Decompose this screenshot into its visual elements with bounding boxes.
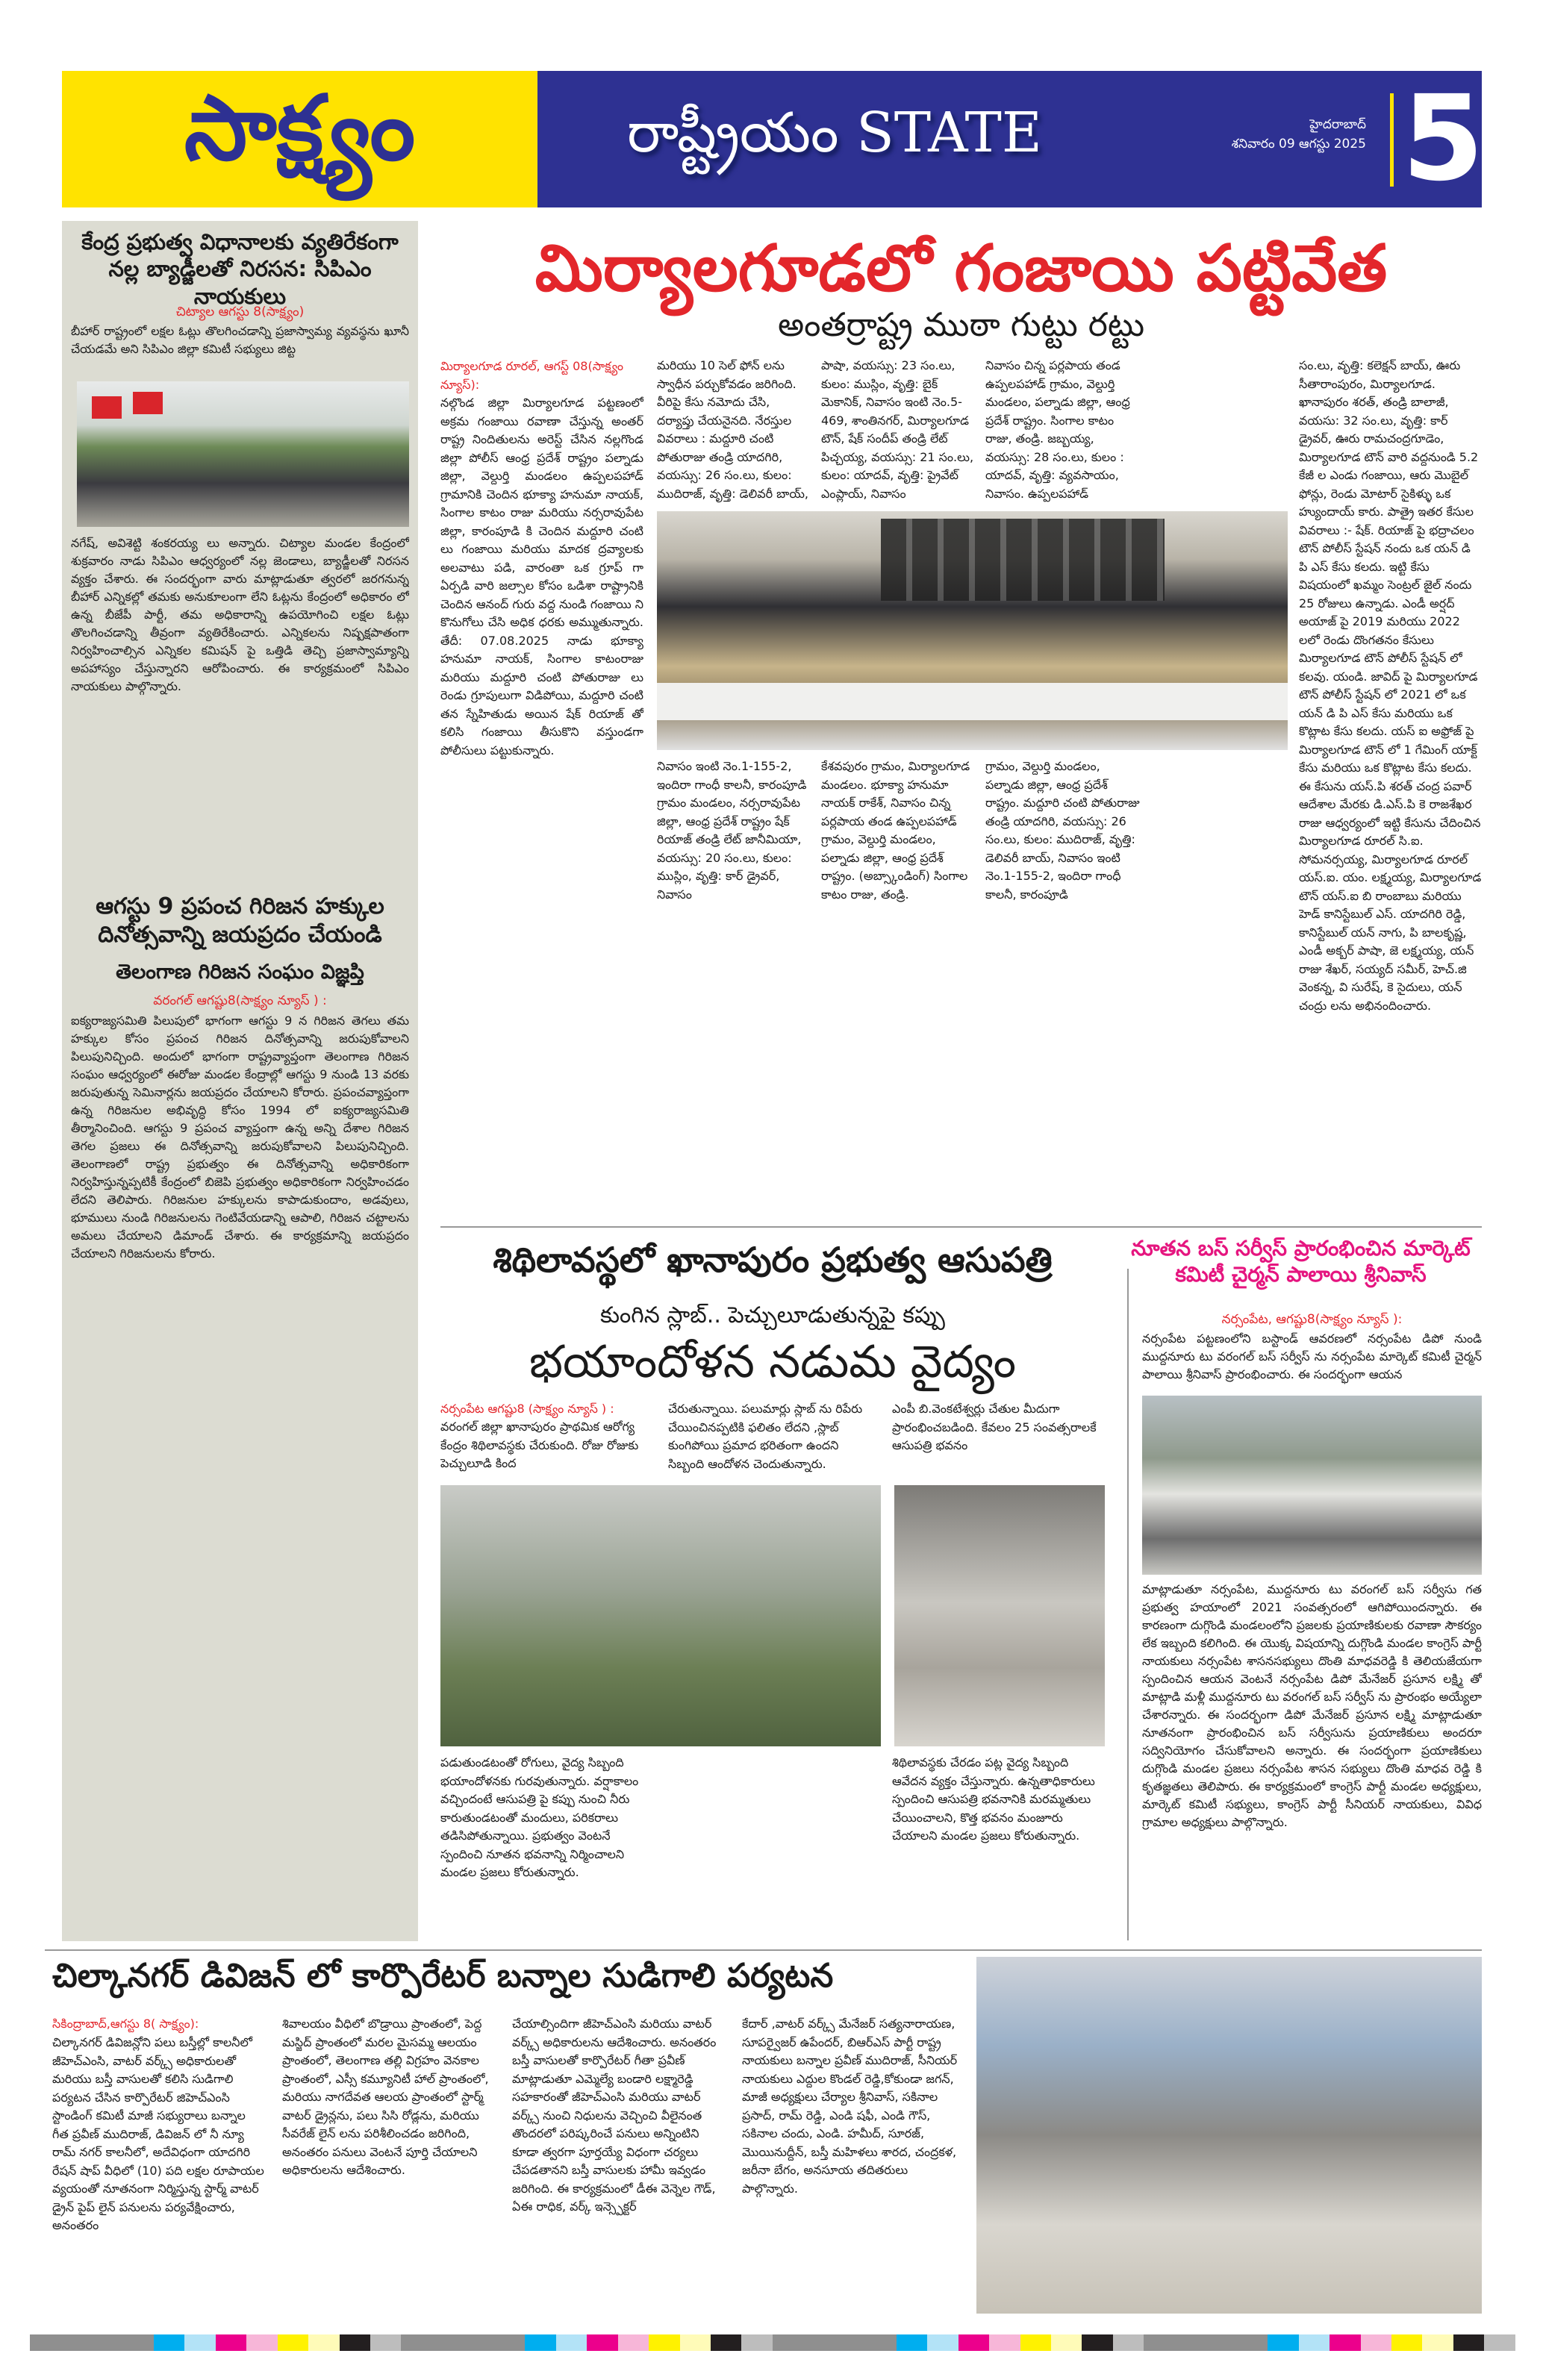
divider xyxy=(1390,93,1394,187)
hospital-column-1: వరంగల్ జిల్లా ఖానాపురం ప్రాథమిక ఆరోగ్య కేంద్రం శిథిలావస్థకు చేరుకుంది. రోజు రోజుకు పెచ్చులూడి కింద xyxy=(440,1419,639,1470)
tribal-day-body: ఐక్యరాజ్యసమితి పిలుపులో భాగంగా ఆగస్టు 9 న గిరిజన తెగలు తమ హక్కుల కోసం ప్రపంచ గిరిజన దినోత్సవాన్ని జరుపుకోవాలని పిలుపునిచ్చింది. అందులో భాగంగా రాష్ట్రవ్యాప్తంగా తెలంగాణ గిరిజన సంఘం ఆధ్వర్యంలో ఈరోజు మండల కేంద్రాల్లో ఆగస్టు 9 నుండి 13 వరకు జరుపుతున్న సెమినార్లను జయప్రదం చేయాలని కోరారు. ప్రపంచవ్యాప్తంగా ఉన్న గిరిజనుల అభివృద్ధి కోసం 1994 లో ఐక్యరాజ్యసమితి తీర్మానించింది. ఆగస్టు 9 ప్రపంచ వ్యాప్తంగా ఉన్న అన్ని దేశాల గిరిజన తెగల ప్రజలు ఈ దినోత్సవాన్ని జరుపుకోవాలని పిలుపునిచ్చింది. తెలంగాణలో రాష్ట్ర ప్రభుత్వం ఈ దినోత్సవాన్ని అధికారికంగా నిర్వహిస్తున్నప్పటికీ కేంద్రంలో బిజెపి ప్రభుత్వం అధికారికంగా నిర్వహించడం లేదని తెలిపారు. గిరిజనుల హక్కులను కాపాడుకుందాం, అడవులు, భూములు నుండి గిరిజనులను గెంటివేయడాన్ని ఆపాలి, గిరిజన చట్టాలను అమలు చేయాలని డిమాండ్ చేశారు. ఈ కార్యక్రమాన్ని జయప్రదం చేయాలని గిరిజనులను కోరారు. xyxy=(71,1013,409,1261)
main-lower-column-3: గ్రామం, వెల్దుర్తి మండలం, పల్నాడు జిల్లా, ఆంధ్ర ప్రదేశ్ రాష్ట్రం. మద్దూరి చంటి పోతురాజు తండ్రి యాదగిరి, వయస్సు: 26 సం.లు, కులం: ముదిరాజ్, వృత్తి: డెలివరీ బాయ్, నివాసం ఇంటి నెం.1-155-2, ఇందిరా గాంధీ కాలనీ, కారంపూడి xyxy=(985,759,1140,902)
color-swatch xyxy=(154,2334,184,2351)
color-swatch xyxy=(1484,2334,1515,2351)
red-flag-icon xyxy=(133,392,163,414)
page-number: 5 xyxy=(1402,70,1484,207)
print-color-bar xyxy=(30,2334,1515,2351)
left-sidebar xyxy=(62,221,418,1941)
cpm-protest-body: నగేష్, అవిశెట్టి శంకరయ్య లు అన్నారు. చిట్యాల మండల కేంద్రంలో శుక్రవారం నాడు సిపిఎం ఆధ్వర్యంలో నల్ల జెండాలు, బ్యాడ్జీలతో నిరసన వ్యక్తం చేశారు. ఈ సందర్భంగా వారు మాట్లాడుతూ త్వరలో జరగనున్న బీహార్ ఎన్నికల్లో తమకు అనుకూలంగా లేని ఓట్లను కేంద్రంలో అధికారం లో ఉన్న బీజేపీ పార్టీ, తమ అధికారాన్ని ఉపయోగించి లక్షల ఓట్లు తొలగించడాన్ని తీవ్రంగా వ్యతిరేకించారు. ఎన్నికలను నిష్పక్షపాతంగా నిర్వహించాల్సిన ఎన్నికల కమిషన్ పై ఒత్తిడి తెచ్చి ప్రజాస్వామ్యాన్ని అపహాస్యం చేస్తున్నారని ఆరోపించారు. ఈ కార్యక్రమంలో సిపిఎం నాయకులు పాల్గొన్నారు. xyxy=(71,536,409,693)
color-swatch xyxy=(216,2334,246,2351)
main-column-1: నల్గొండ జిల్లా మిర్యాలగూడ పట్టణంలో అక్రమ గంజాయి రవాణా చేస్తున్న అంతర్ రాష్ట్ర నిందితులను అరెస్ట్ చేసిన నల్లగొండ జిల్లా పోలీస్ ఆంధ్ర ప్రదేశ్ రాష్ట్రం పల్నాడు జిల్లా, వెల్దుర్తి మండలం ఉప్పలపహాడ్ గ్రామానికి చెందిన భూక్యా హనుమా నాయక్, సింగాల కాటం రాజు మరియు నర్సరావుపేట జిల్లా, కారంపూడి కి చెందిన మద్దూరి చంటి లు గంజాయి మరియు మాదక ద్రవ్యాలకు అలవాటు పడి, వారంతా ఒక గ్రూప్ గా ఏర్పడి వారి జల్సాల కోసం ఒడిశా రాష్ట్రానికి చెందిన ఆనంద్ గురు వద్ద నుండి గంజాయి ని కొనుగోలు చేసి అధిక ధరకు అమ్ముతున్నారు. తేదీ: 07.08.2025 నాడు భూక్యా హనుమా నాయక్, సింగాల కాటంరాజు మరియు మద్దూరి చంటి పోతురాజు లు రెండు గ్రూపులుగా విడిపోయి, మద్దూరి చంటి తన స్నేహితుడు అయిన షేక్ రియాజ్ తో కలిసి గంజాయి తీసుకొని వస్తుండగా పోలీసులు పట్టుకున్నారు. xyxy=(440,396,643,758)
color-swatch xyxy=(370,2334,401,2351)
color-swatch xyxy=(927,2334,958,2351)
color-swatch xyxy=(246,2334,277,2351)
masthead-logo xyxy=(62,71,537,207)
logo-text: సాక్ష్యం xyxy=(184,76,416,181)
color-swatch xyxy=(773,2334,897,2351)
chilkanagar-dateline: సికింద్రాబాద్,ఆగస్టు 8( సాక్ష్యం): xyxy=(52,2017,199,2031)
color-swatch xyxy=(308,2334,339,2351)
color-swatch xyxy=(1299,2334,1330,2351)
damaged-ceiling-photo xyxy=(894,1485,1105,1746)
hospital-column-3: ఎంపీ బి.వెంకటేశ్వర్లు చేతుల మీదుగా ప్రారంభించబడింది. కేవలం 25 సంవత్సరాలకే ఆసుపత్రి భవనం xyxy=(892,1402,1097,1452)
hospital-lower-column-2: శిథిలావస్థకు చేరడం పట్ల వైద్య సిబ్బంది ఆవేదన వ్యక్తం చేస్తున్నారు. ఉన్నతాధికారులు స్పందించి ఆసుపత్రి భవనానికి మరమ్మతులు చేయించాలని, కొత్త భవనం మంజూరు చేయాలని మండల ప్రజలు కోరుతున్నారు. xyxy=(892,1755,1095,1843)
color-swatch xyxy=(340,2334,370,2351)
tribal-day-subhead: తెలంగాణ గిరిజన సంఘం విజ్ఞప్తి xyxy=(116,961,364,984)
hospital-dateline: నర్సంపేట ఆగష్టు8 (సాక్ష్యం న్యూస్ ) : xyxy=(440,1402,614,1416)
color-swatch xyxy=(1330,2334,1360,2351)
column-rule xyxy=(1127,1269,1129,1940)
color-swatch xyxy=(184,2334,215,2351)
color-swatch xyxy=(587,2334,617,2351)
color-swatch xyxy=(741,2334,772,2351)
chilkanagar-headline: చిల్కానగర్ డివిజన్ లో కార్పొరేటర్ బన్నాల సుడిగాలి పర్యటన xyxy=(52,1957,834,1995)
bus-service-lead: నర్సంపేట పట్టణంలోని బస్టాండ్ ఆవరణలో నర్సంపేట డిపో నుండి ముద్దనూరు టు వరంగల్ బస్ సర్వీస్ ను నర్సంపేట మార్కెట్ కమిటీ చైర్మన్ పాలాయి శ్రీనివాస్ ప్రారంభించారు. ఈ సందర్భంగా ఆయన xyxy=(1142,1331,1482,1381)
color-swatch xyxy=(958,2334,989,2351)
color-swatch xyxy=(989,2334,1020,2351)
color-swatch xyxy=(680,2334,711,2351)
cpm-protest-dateline: చిట్యాల ఆగస్టు 8(సాక్ష్యం) xyxy=(175,304,305,319)
tribal-day-dateline: వరంగల్ ఆగష్టు8(సాక్ష్యం న్యూస్ ) : xyxy=(153,993,327,1008)
hospital-headline: శిథిలావస్థలో ఖానాపురం ప్రభుత్వ ఆసుపత్రి xyxy=(493,1240,1053,1280)
hospital-subhead: కుంగిన స్లాబ్.. పెచ్చులూడుతున్నపై కప్పు xyxy=(600,1302,945,1328)
bus-inauguration-photo xyxy=(1142,1396,1482,1575)
main-lower-column-1: నివాసం ఇంటి నెం.1-155-2, ఇందిరా గాంధీ కాలనీ, కారంపూడి గ్రామం మండలం, నర్సరావుపేట జిల్లా, ఆంధ్ర ప్రదేశ్ రాష్ట్రం షేక్ రియాజ్ తండ్రి లేట్ జానీమియా, వయస్సు: 20 సం.లు, కులం: ముస్లిం, వృత్తి: కార్ డ్రైవర్, నివాసం xyxy=(657,759,807,902)
color-swatch xyxy=(1422,2334,1453,2351)
color-swatch xyxy=(1391,2334,1422,2351)
main-dateline: మిర్యాలగూడ రూరల్, ఆగస్ట్ 08(సాక్ష్యం న్యూస్): xyxy=(440,359,623,392)
main-column-4: నివాసం చిన్న పర్లపాయ తండ ఉప్పలపహాడ్ గ్రామం, వెల్దుర్తి మండలం, పల్నాడు జిల్లా, ఆంధ్ర ప్రదేశ్ రాష్ట్రం. సింగాల కాటం రాజు, తండ్రి. జబ్బయ్య, వయస్సు: 28 సం.లు, కులం : యాదవ్, వృత్తి: వ్యవసాయం, నివాసం. ఉప్పలపహాడ్ xyxy=(985,358,1130,501)
red-flag-icon xyxy=(92,396,122,419)
main-headline: మిర్యాలగూడలో గంజాయి పట్టివేత xyxy=(534,231,1388,306)
chilkanagar-column-4: కేదార్ ,వాటర్ వర్క్స్ మేనేజర్ సత్యనారాయణ, సూపర్వైజర్ ఉపేందర్, బిఆర్ఎస్ పార్టీ రాష్ట్ర నాయకులు బన్నాల ప్రవీణ్ ముదిరాజ్, సీనియర్ నాయకులు ఎద్దుల కొండల్ రెడ్డి,కోకుండా జగన్, మాజీ అధ్యక్షులు చేర్యాల శ్రీనివాస్, సకినాల ప్రసాద్, రామ్ రెడ్డి, ఎండి షఫీ, ఎండి గౌస్, సకినాల చందు, ఎండి. హమీద్, సూరజ్, మొయినుద్దీన్, బస్తీ మహిళలు శారద, చంద్రకళ, జరీనా బేగం, అనసూయ తదితరులు పాల్గొన్నారు. xyxy=(742,2017,958,2196)
police-press-meet-photo xyxy=(657,511,1288,750)
section-divider xyxy=(440,1226,1482,1228)
corporator-visit-photo xyxy=(976,1957,1482,2314)
color-swatch xyxy=(1453,2334,1484,2351)
edition-city: హైదరాబాద్ xyxy=(1309,117,1366,132)
color-swatch xyxy=(1082,2334,1112,2351)
color-swatch xyxy=(618,2334,649,2351)
color-swatch xyxy=(401,2334,525,2351)
main-column-3: పాషా, వయస్సు: 23 సం.లు, కులం: ముస్లిం, వృత్తి: బైక్ మెకానిక్, నివాసం ఇంటి నెం.5-469, శాంతినగర్, మిర్యాలగూడ టౌన్, షేక్ సందీప్ తండ్రి లేట్ పిచ్చయ్య, వయస్సు: 21 సం.లు, కులం: యాదవ్, వృత్తి: ప్రైవేట్ ఎంప్లాయ్, నివాసం xyxy=(821,358,974,501)
main-lower-column-2: కేశవపురం గ్రామం, మిర్యాలగూడ మండలం. భూక్యా హనుమా నాయక్ రాకేశ్, నివాసం చిన్న పర్లపాయ తండ ఉప్పలపహాడ్ గ్రామం, వెల్దుర్తి మండలం, పల్నాడు జిల్లా, ఆంధ్ర ప్రదేశ్ రాష్ట్రం. (అబ్స్కాండింగ్) సింగాల కాటం రాజు, తండ్రి. xyxy=(821,759,970,902)
hospital-column-2: చేరుతున్నాయి. పలుమార్లు స్లాబ్ ను రిపేరు చేయించినప్పటికి ఫలితం లేదని ,స్లాబ్ కుంగిపోయి ప్రమాద భరితంగా ఉందని సిబ్బంది ఆందోళన చెందుతున్నారు. xyxy=(668,1402,863,1471)
color-swatch xyxy=(1268,2334,1298,2351)
cpm-protest-headline: కేంద్ర ప్రభుత్వ విధానాలకు వ్యతిరేకంగా నల్ల బ్యాడ్జీలతో నిరసన: సిపిఎం నాయకులు xyxy=(81,229,399,309)
bus-service-headline: నూతన బస్ సర్వీస్ ప్రారంభించిన మార్కెట్ కమిటీ చైర్మన్ పాలాయి శ్రీనివాస్ xyxy=(1131,1236,1471,1287)
chilkanagar-column-2: శివాలయం వీధిలో బొడ్రాయి ప్రాంతంలో, పెద్ద మస్జిద్ ప్రాంతంలో మరల మైసమ్మ ఆలయం ప్రాంతంలో, తెలంగాణ తల్లి విగ్రహం వెనకాల ప్రాంతంలో, ఎస్సీ కమ్యూనిటీ హాల్ ప్రాంతంలో, మరియు నాగదేవత ఆలయ ప్రాంతంలో స్టార్మ్ వాటర్ డ్రైన్లను, పలు సిసి రోడ్లను, మరియు సీవరేజ్ లైన్ లను పరిశీలించడం జరిగింది, అనంతరం పనులు వెంటనే పూర్తి చేయాలని అధికారులను ఆదేశించారు. xyxy=(282,2017,489,2177)
hospital-building-photo xyxy=(440,1485,881,1746)
press-table xyxy=(657,683,1288,720)
tribal-day-headline: ఆగస్టు 9 ప్రపంచ గిరిజన హక్కుల దినోత్సవాన్ని జయప్రదం చేయండి xyxy=(96,893,384,948)
main-subhead: అంతర్రాష్ట్ర ముఠా గుట్టు రట్టు xyxy=(777,306,1145,344)
color-swatch xyxy=(1361,2334,1391,2351)
edition-date: శనివారం 09 ఆగస్టు 2025 xyxy=(1231,137,1366,152)
accused-persons xyxy=(881,519,1165,601)
hospital-lower-column-1: పడుతుండటంతో రోగులు, వైద్య సిబ్బంది భయాందోళనకు గురవుతున్నారు. వర్షాకాలం వచ్చిందంటే ఆసుపత్రి పై కప్పు నుంచి నీరు కారుతుండటంతో మందులు, పరికరాలు తడిసిపోతున్నాయి. ప్రభుత్వం వెంటనే స్పందించి నూతన భవనాన్ని నిర్మించాలని మండల ప్రజలు కోరుతున్నారు. xyxy=(440,1755,639,1879)
hospital-subhead-2: భయాందోళన నడుమ వైద్యం xyxy=(529,1336,1016,1388)
section-title: రాష్ట్రీయం STATE xyxy=(627,101,1042,165)
main-column-5: సం.లు, వృత్తి: కలెక్షన్ బాయ్, ఊరు సీతారాంపురం, మిర్యాలగూడ. ఖానాపురం శరత్, తండ్రి బాలాజీ, వయసు: 32 సం.లు, వృత్తి: కార్ డ్రైవర్, ఊరు రామచంద్రగూడెం, మిర్యాలగూడ టౌన్ వారి వద్దనుండి 5.2 కేజీ ల ఎండు గంజాయి, ఆరు మొబైల్ ఫోన్లు, రెండు మోటార్ సైకిళ్ళు ఒక హ్యుందాయ్ కారు. పాత్రై ఇతర కేసుల వివరాలు :- షేక్. రియాజ్ పై భద్రాచలం టౌన్ పోలీస్ స్టేషన్ నందు ఒక యన్ డి పి ఎస్ కేసు కలదు. ఇట్టి కేసు విషయంలో ఖమ్మం సెంట్రల్ జైల్ నందు 25 రోజులు ఉన్నాడు. ఎండీ అర్షద్ అయాజ్ పై 2019 మరియు 2022 లలో రెండు దొంగతనం కేసులు మిర్యాలగూడ టౌన్ పోలీస్ స్టేషన్ లో కలవు. యండి. జావిద్ పై మిర్యాలగూడ టౌన్ పోలీస్ స్టేషన్ లో 2021 లో ఒక యన్ డి పి ఎస్ కేసు మరియు ఒక కొట్లాట కేసు కలదు. యస్ ఐ అఫ్రోజ్ పై మిర్యాలగూడ టౌన్ లో 1 గేమింగ్ యాక్ట్ కేసు మరియు ఒక కొట్లాట కేసు కలదు. ఈ కేసును యస్.పి శరత్ చంద్ర పవార్ ఆదేశాల మేరకు డి.ఎస్.పి కె రాజశేఖర రాజు ఆధ్వర్యంలో ఇట్టి కేసును చేదించిన మిర్యాలగూడ రూరల్ సి.ఐ. సోమనర్సయ్య, మిర్యాలగూడ రూరల్ యస్.ఐ. యం. లక్ష్మయ్య, మిర్యాలగూడ టౌన్ యస్.ఐ బి రాంబాబు మరియు హెడ్ కానిస్టేబుల్ ఎస్. యాదగిరి రెడ్డి, కానిస్టేబుల్ యన్ నాగు, పి బాలకృష్ణ, ఎండీ అక్బర్ పాషా, జె లక్ష్మయ్య, యన్ రాజు శేఖర్, సయ్యద్ సమీర్, హెచ్.జి వెంకన్న, వి సురేష్, కె సైదులు, యన్ చంద్రు లను అభినందించారు. xyxy=(1299,358,1482,1013)
chilkanagar-column-1: చిల్కానగర్ డివిజన్లోని పలు బస్తీల్లో కాలనీలో జీహెచ్ఎంసి, వాటర్ వర్క్స్ అధికారులతో మరియు బస్తీ వాసులతో కలిసి సుడిగాలి పర్యటన చేసిన కార్పొరేటర్ జిహెచ్ఎంసి స్టాండింగ్ కమిటీ మాజీ సభ్యురాలు బన్నాల గీత ప్రవీణ్ ముదిరాజ్, డివిజన్ లో నీ న్యూ రామ్ నగర్ కాలనీలో, అదేవిధంగా యాదగిరి రేషన్ షాప్ వీధిలో (10) పది లక్షల రూపాయల వ్యయంతో నూతనంగా నిర్మిస్తున్న స్టార్మ్ వాటర్ డ్రైన్ పైప్ లైన్ పనులను పర్యవేక్షించారు, అనంతరం xyxy=(52,2035,264,2232)
color-swatch xyxy=(1020,2334,1051,2351)
color-swatch xyxy=(556,2334,587,2351)
masthead-band xyxy=(537,71,1482,207)
color-swatch xyxy=(30,2334,154,2351)
color-swatch xyxy=(1144,2334,1268,2351)
color-swatch xyxy=(711,2334,741,2351)
main-column-2: మరియు 10 సెల్ ఫోన్ లను స్వాధీన పర్చుకోవడం జరిగింది. వీరిపై కేసు నమోదు చేసి, దర్యాప్తు చేయనైనది. నేరస్తుల వివరాలు : మద్దూరి చంటి పోతురాజు తండ్రి యాదగిరి, వయస్సు: 26 సం.లు, కులం: ముదిరాజ్, వృత్తి: డెలివరీ బాయ్, xyxy=(657,358,808,501)
chilkanagar-column-3: చేయాల్సిందిగా జీహెచ్ఎంసి మరియు వాటర్ వర్క్స్ అధికారులను ఆదేశించారు. అనంతరం బస్తీ వాసులతో కార్పొరేటర్ గీతా ప్రవీణ్ మాట్లాడుతూ ఎమ్మెల్యే బండారి లక్ష్మారెడ్డి సహకారంతో జీహెచ్ఎంసి మరియు వాటర్ వర్క్స్ నుంచి నిధులను వెచ్చించి వీలైనంత తొందరలో పరిష్కరించే పనులు అన్నింటిని కూడా త్వరగా పూర్తయ్యే విధంగా చర్యలు చేపడతానని బస్తీ వాసులకు హామీ ఇవ్వడం జరిగింది. ఈ కార్యక్రమంలో డీఈ వెన్నెల గౌడ్, ఏఈ రాధిక, వర్క్ ఇన్స్పెక్టర్ xyxy=(512,2017,717,2214)
color-swatch xyxy=(897,2334,927,2351)
color-swatch xyxy=(1113,2334,1144,2351)
bus-service-body: మాట్లాడుతూ నర్సంపేట, ముద్దనూరు టు వరంగల్ బస్ సర్వీసు గత ప్రభుత్వ హయాంలో 2021 సంవత్సరంలో ఆగిపోయిందన్నారు. ఈ కారణంగా దుగ్గొండి మండలంలోని ప్రజలకు ప్రయాణికులకు రవాణా సౌకర్యం లేక ఇబ్బంది కలిగింది. ఈ యొక్క విషయాన్ని దుగ్గొండి మండల కాంగ్రెస్ పార్టీ నాయకులు నర్సంపేట శాసనసభ్యులు దొంతి మాధవరెడ్డి కి తెలియజేయగా స్పందించిన ఆయన వెంటనే నర్సంపేట డిపో మేనేజర్ ప్రసూన లక్ష్మి తో మాట్లాడి మళ్లీ ముద్దనూరు టు వరంగల్ బస్ సర్వీస్ ను ప్రారంభం అయ్యేలా చేశారన్నారు. ఈ సందర్భంగా డిపో మేనేజర్ ప్రసూన లక్ష్మి మాట్లాడుతూ నూతనంగా ప్రారంభించిన బస్ సర్వీసును ప్రయాణికులు అందరూ సద్వినియోగం చేసుకోవాలని అన్నారు. ఈ సందర్భంగా ప్రయాణికులు దుగ్గొండి మండల ప్రజలు నర్సంపేట శాసన సభ్యులు దొంతి మాధవ రెడ్డి కి కృతజ్ఞతలు తెలిపారు. ఈ కార్యక్రమంలో కాంగ్రెస్ పార్టీ మండల అధ్యక్షులు, మార్కెట్ కమిటీ సభ్యులు, కాంగ్రెస్ పార్టీ సీనియర్ నాయకులు, వివిధ గ్రామాల అధ్యక్షులు పాల్గొన్నారు. xyxy=(1142,1582,1482,1829)
color-swatch xyxy=(1051,2334,1082,2351)
section-divider xyxy=(45,1949,1482,1951)
color-swatch xyxy=(649,2334,679,2351)
cpm-protest-lead: బీహార్ రాష్ట్రంలో లక్షల ఓట్లు తొలగించడాన్ని ప్రజాస్వామ్య వ్యవస్థను ఖూనీ చేయడమే అని సిపిఎం జిల్లా కమిటీ సభ్యులు జిట్ట xyxy=(71,324,409,356)
bus-service-dateline: నర్సంపేట, ఆగష్టు8(సాక్ష్యం న్యూస్ ): xyxy=(1221,1312,1403,1327)
cpm-protest-photo xyxy=(77,381,409,527)
color-swatch xyxy=(278,2334,308,2351)
color-swatch xyxy=(525,2334,555,2351)
